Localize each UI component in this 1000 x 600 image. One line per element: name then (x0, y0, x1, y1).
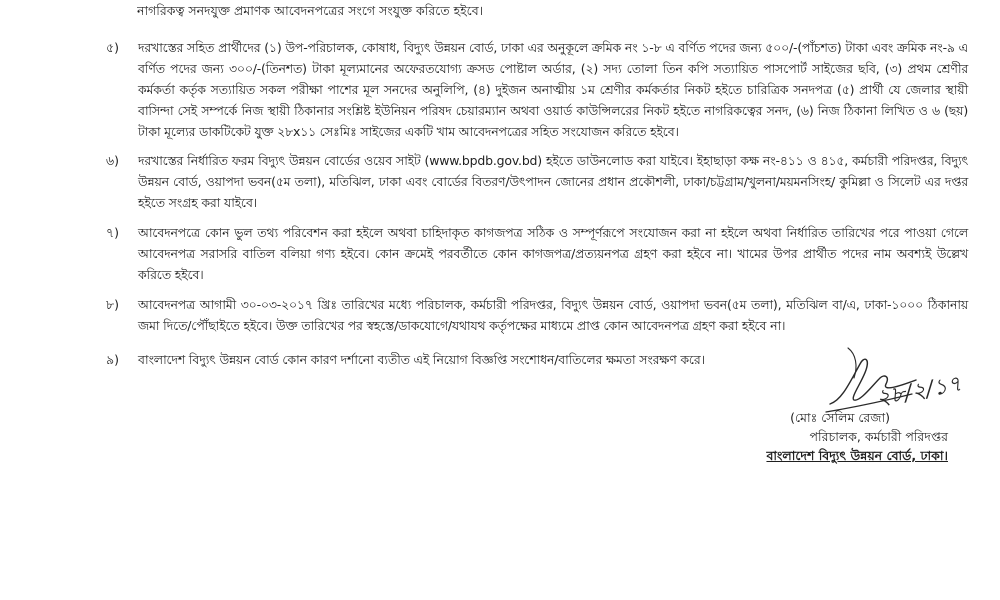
clause-6 (106, 150, 968, 213)
signatory-office: বাংলাদেশ বিদ্যুৎ উন্নয়ন বোর্ড, ঢাকা। (766, 448, 948, 463)
signature-block (766, 408, 948, 465)
clause-number: ৫) (106, 40, 119, 55)
clause-number: ৮) (106, 297, 119, 312)
clause-text: বাংলাদেশ বিদ্যুৎ উন্নয়ন বোর্ড কোন কারণ দর্শানো ব্যতীত এই নিয়োগ বিজ্ঞপ্তি সংশোধন/বাতিলের ক্ষমতা সংরক্ষণ করে। (138, 352, 705, 367)
signatory-name: (মোঃ সেলিম রেজা) (790, 410, 890, 425)
clause-number: ৯) (106, 352, 119, 367)
signature-date: ২৮/২/১৭ (874, 371, 964, 412)
clause-number: ৭) (106, 225, 120, 240)
clause-number: ৬) (106, 153, 120, 168)
clause-text: আবেদনপত্রে কোন ভুল তথ্য পরিবেশন করা হইলে অথবা চাহিদাকৃত কাগজপত্র সঠিক ও সম্পূর্ণরূপে সংযোজন করা না হইলে অথবা নির্ধারিত তারিখের পরে পাওয়া গেলে আবেদনপত্র সরাসরি বাতিল বলিয়া গণ্য হইবে। কোন ক্রমেই পরবর্তীতে কোন কাগজপত্র/প্রত্যয়নপত্র গ্রহণ করা হইবে না। খামের উপর প্রার্থীত পদের নাম অবশ্যই উল্লেখ করিতে হইবে। (138, 225, 968, 282)
clause-text: দরখাস্তের সহিত প্রার্থীদের (১) উপ-পরিচালক, কোষাধ, বিদ্যুৎ উন্নয়ন বোর্ড, ঢাকা এর অনুকূলে ক্রমিক নং ১-৮ এ বর্ণিত পদের জন্য ৫০০/-(পাঁচশত) টাকা এবং ক্রমিক নং-৯ এ বর্ণিত পদের জন্য ৩০০/-(তিনশত) টাকা মূল্যমানের অফেরতযোগ্য ক্রসড পোষ্টাল অর্ডার, (২) সদ্য তোলা তিন কপি সত্যায়িত পাসপোর্ট সাইজের ছবি, (৩) প্রথম শ্রেণীর কর্মকর্তা কর্তৃক সত্যায়িত সকল পরীক্ষা পাশের মূল সনদের অনুলিপি, (৪) দুইজন অনাত্মীয় ১ম শ্রেণীর কর্মকর্তার নিকট হইতে চারিত্রিক সনদপত্র (৫) প্রার্থী যে জেলার স্থায়ী বাসিন্দা সেই সম্পর্কে নিজ স্থায়ী ঠিকানার সংশ্লিষ্ট ইউনিয়ন পরিষদ চেয়ারম্যান অথবা ওয়ার্ড কাউন্সিলরের নিকট হইতে নাগরিকত্বের সনদ, (৬) নিজ ঠিকানা লিখিত ও ৬ (ছয়) টাকা মূল্যের ডাকটিকেট যুক্ত ২৮x১১ সেঃমিঃ সাইজের একটি খাম আবেদনপত্রের সহিত সংযোজন করিতে হইবে। (138, 40, 968, 139)
clause-5 (106, 37, 968, 142)
continued-clause-text: নাগরিকত্ব সনদযুক্ত প্রমাণক আবেদনপত্রের সংগে সংযুক্ত করিতে হইবে। (137, 3, 484, 18)
signatory-designation: পরিচালক, কর্মচারী পরিদপ্তর (809, 429, 948, 444)
clause-text: দরখাস্তের নির্ধারিত ফরম বিদ্যুৎ উন্নয়ন বোর্ডের ওয়েব সাইট (www.bpdb.gov.bd) হইতে ডাউনলোড করা যাইবে। ইহাছাড়া কক্ষ নং-৪১১ ও ৪১৫, কর্মচারী পরিদপ্তর, বিদ্যুৎ উন্নয়ন বোর্ড, ওয়াপদা ভবন(৫ম তলা), মতিঝিল, ঢাকা এবং বোর্ডের বিতরণ/উৎপাদন জোনের প্রধান প্রকৌশলী, ঢাকা/চট্টগ্রাম/খুলনা/ময়মনসিংহ/ কুমিল্লা ও সিলেট এর দপ্তর হইতে সংগ্রহ করা যাইবে। (138, 153, 968, 210)
clause-text: আবেদনপত্র আগামী ৩০-০৩-২০১৭ খ্রিঃ তারিখের মধ্যে পরিচালক, কর্মচারী পরিদপ্তর, বিদ্যুৎ উন্নয়ন বোর্ড, ওয়াপদা ভবন(৫ম তলা), মতিঝিল বা/এ, ঢাকা-১০০০ ঠিকানায় জমা দিতে/পৌঁছাইতে হইবে। উক্ত তারিখের পর স্বহস্তে/ডাকযোগে/যথাযথ কর্তৃপক্ষের মাধ্যমে প্রাপ্ত কোন আবেদনপত্র গ্রহণ করা হইবে না। (138, 297, 968, 333)
clause-7 (106, 222, 968, 285)
clause-8 (106, 294, 968, 336)
